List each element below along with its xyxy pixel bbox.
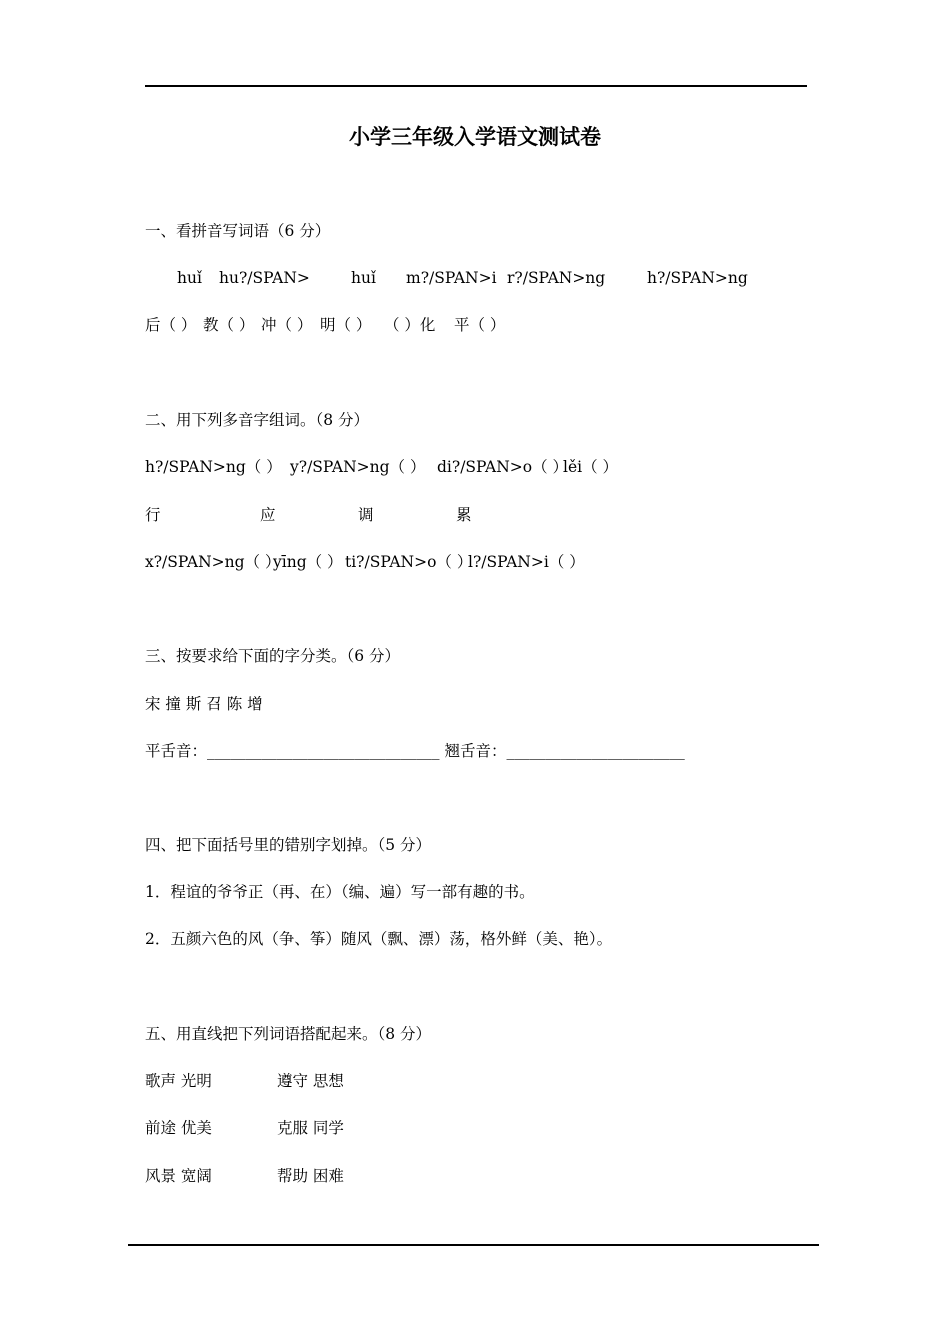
polyphone-pinyin: yīng（ ）	[273, 553, 343, 571]
pinyin-item: hu?/SPAN>	[219, 269, 310, 287]
char-blank-item: 明（ ）	[320, 316, 372, 334]
page-title: 小学三年级入学语文测试卷	[349, 125, 601, 149]
char-blank-item: 后（ ）	[145, 316, 197, 334]
match-left-item: 前途 优美	[145, 1119, 212, 1137]
pinyin-item: huǐ	[351, 269, 376, 287]
flat-tongue-blank: ______________________________	[207, 742, 440, 760]
classify-row	[145, 741, 685, 761]
char-blank-item: 冲（ ）	[261, 316, 313, 334]
char-blank-item: （ ）化	[384, 316, 436, 334]
section-2-heading: 二、用下列多音字组词。（8 分）	[145, 411, 370, 429]
match-right-item: 帮助 困难	[277, 1167, 344, 1185]
section-5-heading: 五、用直线把下列词语搭配起来。（8 分）	[145, 1025, 432, 1043]
polyphone-pinyin: lěi（ ）	[563, 458, 619, 476]
polyphone-pinyin: di?/SPAN>o（ ）	[437, 458, 569, 476]
polyphone-char: 调	[358, 506, 374, 524]
pinyin-item: r?/SPAN>ng	[507, 269, 606, 287]
section-3-heading: 三、按要求给下面的字分类。（6 分）	[145, 647, 401, 665]
polyphone-char: 应	[260, 506, 276, 524]
curled-tongue-label: 翘舌音：	[444, 742, 507, 760]
pinyin-item: m?/SPAN>i	[406, 269, 497, 287]
polyphone-pinyin: h?/SPAN>ng（ ）	[145, 458, 282, 476]
polyphone-pinyin: ti?/SPAN>o（ ）	[345, 553, 473, 571]
footer-rule	[128, 1244, 819, 1246]
classify-chars: 宋 撞 斯 召 陈 增	[145, 695, 263, 713]
pinyin-item: h?/SPAN>ng	[647, 269, 748, 287]
flat-tongue-label: 平舌音：	[145, 742, 208, 760]
header-rule	[145, 85, 807, 87]
pinyin-item: huǐ	[177, 269, 202, 287]
polyphone-pinyin: y?/SPAN>ng（ ）	[290, 458, 426, 476]
match-left-item: 歌声 光明	[145, 1072, 212, 1090]
match-right-item: 克服 同学	[277, 1119, 344, 1137]
char-blank-item: 平（ ）	[454, 316, 506, 334]
polyphone-char: 累	[456, 506, 472, 524]
section-1-heading: 一、看拼音写词语（6 分）	[145, 222, 331, 240]
curled-tongue-blank: _______________________	[506, 742, 685, 760]
section-4-heading: 四、把下面括号里的错别字划掉。（5 分）	[145, 836, 432, 854]
polyphone-char: 行	[145, 506, 161, 524]
polyphone-pinyin: l?/SPAN>i（ ）	[468, 553, 585, 571]
polyphone-pinyin: x?/SPAN>ng（ ）	[145, 553, 281, 571]
char-blank-item: 教（ ）	[203, 316, 255, 334]
match-left-item: 风景 宽阔	[145, 1167, 212, 1185]
question-1: 1．程谊的爷爷正（再、在）（编、遍）写一部有趣的书。	[145, 883, 535, 901]
match-right-item: 遵守 思想	[277, 1072, 344, 1090]
question-2: 2．五颜六色的风（争、筝）随风（飘、漂）荡，格外鲜（美、艳）。	[145, 930, 613, 948]
